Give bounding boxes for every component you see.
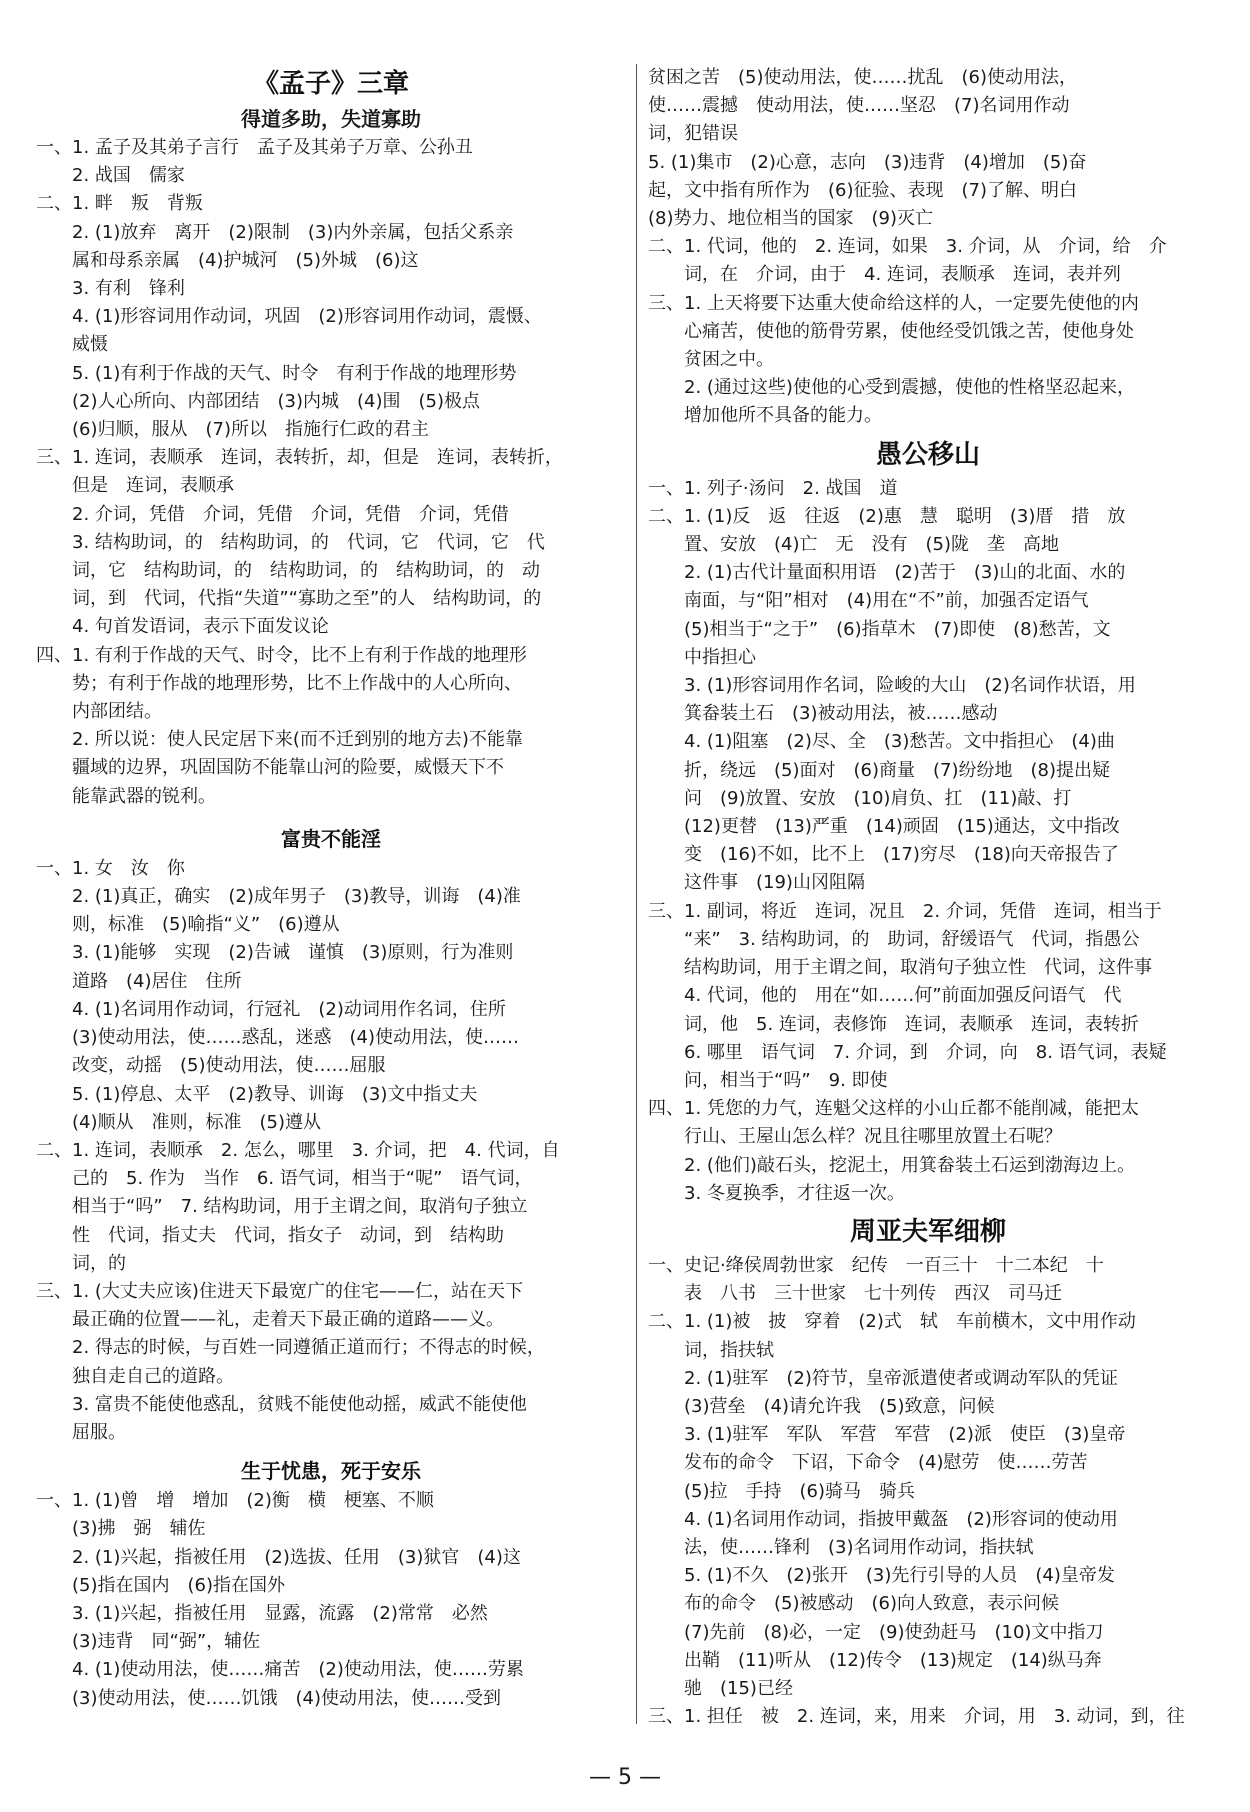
answer-line: 5. (1)有利于作战的天气、时令 有利于作战的地理形势 [36,362,517,384]
answer-line: 相当于“吗” 7. 结构助词，用于主谓之间，取消句子独立 [36,1196,528,1218]
answer-line: 2. (1)驻军 (2)符节，皇帝派遣使者或调动军队的凭证 [648,1367,1118,1389]
answer-line: 中指担心 [648,646,756,668]
answer-line: 置、安放 (4)亡 无 没有 (5)陇 垄 高地 [648,534,1059,556]
answer-line: 四、1. 凭您的力气，连魁父这样的小山丘都不能削减，能把太 [648,1098,1139,1120]
answer-line: 问，相当于“吗” 9. 即使 [648,1069,888,1091]
answer-line: 2. (1)古代计量面积用语 (2)苦于 (3)山的北面、水的 [648,562,1126,584]
answer-line: (5)相当于“之于” (6)指草木 (7)即使 (8)愁苦，文 [648,618,1111,640]
answer-line: 一、1. 列子·汤问 2. 战国 道 [648,477,898,499]
left-column [36,64,626,1713]
answer-line: 词，犯错误 [648,123,738,145]
answer-line: 属和母系亲属 (4)护城河 (5)外城 (6)这 [36,249,419,271]
answer-line: 法，使……锋利 (3)名词用作动词，指扶轼 [648,1536,1034,1558]
title-shengyu: 生于忧患，死于安乐 [241,1459,421,1484]
answer-line: 2. 介词，凭借 介词，凭借 介词，凭借 介词，凭借 [36,503,509,525]
answer-line: 结构助词，用于主谓之间，取消句子独立性 代词，这件事 [648,957,1152,979]
answer-line: 表 八书 三十世家 七十列传 西汉 司马迁 [648,1283,1062,1305]
answer-line: 则，标准 (5)喻指“义” (6)遵从 [36,914,340,936]
answer-line: 4. 句首发语词，表示下面发议论 [36,616,329,638]
answer-line: 三、1. 连词，表顺承 连词，表转折，却，但是 连词，表转折， [36,447,563,469]
title-zhouyafu: 周亚夫军细柳 [849,1216,1006,1247]
answer-line: 布的命令 (5)被感动 (6)向人致意，表示问候 [648,1593,1059,1615]
section-yugong-answers [648,475,1208,1208]
answer-line: 起，文中指有所作为 (6)征验、表现 (7)了解、明白 [648,179,1077,201]
answer-line: 2. 得志的时候，与百姓一同遵循正道而行；不得志的时候， [36,1337,545,1359]
answer-line: 2. 战国 儒家 [36,165,185,187]
answer-line: 但是 连词，表顺承 [36,475,234,497]
answer-line: 驰 (15)已经 [648,1677,793,1699]
answer-line: 这件事 (19)山冈阻隔 [648,872,865,894]
answer-line: 2. (他们)敲石头，挖泥土，用箕畚装土石运到渤海边上。 [648,1154,1135,1176]
answer-line: 使……震撼 使动用法，使……坚忍 (7)名词用作动 [648,95,1070,117]
answer-line: 3. (1)兴起，指被任用 显露，流露 (2)常常 必然 [36,1602,488,1624]
answer-line: 贫困之中。 [648,349,774,371]
answer-line: 2. (1)放弃 离开 (2)限制 (3)内外亲属，包括父系亲 [36,221,514,243]
answer-line: 3. (1)驻军 军队 军营 军营 (2)派 使臣 (3)皇帝 [648,1424,1126,1446]
column-divider [636,64,637,1724]
section-fugui-answers [36,855,626,1447]
answer-line: 4. (1)形容词用作动词，巩固 (2)形容词用作动词，震慑、 [36,306,542,328]
answer-line: 二、1. 连词，表顺承 2. 怎么，哪里 3. 介词，把 4. 代词，自 [36,1139,560,1161]
answer-line: (7)先前 (8)必，一定 (9)使劲赶马 (10)文中指刀 [648,1621,1104,1643]
answer-line: 箕畚装土石 (3)被动用法，被……感动 [648,703,998,725]
answer-line: 一、1. 女 汝 你 [36,857,185,879]
page-number: — 5 — [589,1765,661,1790]
answer-line: (3)违背 同“弼”，辅佐 [36,1631,261,1653]
answer-line: 南面，与“阳”相对 (4)用在“不”前，加强否定语气 [648,590,1089,612]
answer-line: 5. (1)停息、太平 (2)教导、训诲 (3)文中指丈夫 [36,1083,478,1105]
answer-line: 3. (1)能够 实现 (2)告诫 谨慎 (3)原则，行为准则 [36,942,514,964]
answer-line: 增加他所不具备的能力。 [648,405,882,427]
answer-line: 二、1. (1)反 返 往返 (2)惠 慧 聪明 (3)厝 措 放 [648,505,1126,527]
right-column [648,64,1208,1731]
answer-line: 内部团结。 [36,701,162,723]
answer-line: (6)归顺，服从 (7)所以 指施行仁政的君主 [36,419,429,441]
answer-line: 势；有利于作战的地理形势，比不上作战中的人心所向、 [36,672,522,694]
answer-line: 威慑 [36,334,108,356]
answer-line: (3)拂 弼 辅佐 [36,1518,206,1540]
answer-line: 2. (通过这些)使他的心受到震撼，使他的性格坚忍起来， [648,377,1135,399]
answer-line: (12)更替 (13)严重 (14)顽固 (15)通达，文中指改 [648,816,1120,838]
answer-line: 行山、王屋山怎么样？况且往哪里放置土石呢？ [648,1126,1062,1148]
answer-line: 词，到 代词，代指“失道”“寡助之至”的人 结构助词，的 [36,588,542,610]
title-fugui: 富贵不能淫 [281,826,381,851]
subtitle-dedao: 得道多助，失道寡助 [241,107,421,131]
answer-line: 4. (1)名词用作动词，行冠礼 (2)动词用作名词，住所 [36,998,506,1020]
answer-line: 一、1. (1)曾 增 增加 (2)衡 横 梗塞、不顺 [36,1490,434,1512]
answer-line: 问 (9)放置、安放 (10)肩负、扛 (11)敲、打 [648,787,1072,809]
answer-line: 屈服。 [36,1421,126,1443]
answer-line: 5. (1)集市 (2)心意，志向 (3)违背 (4)增加 (5)奋 [648,151,1087,173]
answer-line: 三、1. 副词，将近 连词，况且 2. 介词，凭借 连词，相当于 [648,900,1162,922]
answer-line: 四、1. 有利于作战的天气、时令，比不上有利于作战的地理形 [36,644,527,666]
answer-line: 能靠武器的锐利。 [36,785,216,807]
answer-line: 一、史记·绛侯周勃世家 纪传 一百三十 十二本纪 十 [648,1254,1104,1276]
answer-line: 词，他 5. 连词，表修饰 连词，表顺承 连词，表转折 [648,1013,1139,1035]
answer-line: 4. (1)阻塞 (2)尽、全 (3)愁苦。文中指担心 (4)曲 [648,731,1115,753]
answer-line: 3. 结构助词，的 结构助词，的 代词，它 代词，它 代 [36,531,545,553]
answer-line: 词，的 [36,1252,126,1274]
answer-line: (3)使动用法，使……惑乱，迷惑 (4)使动用法，使…… [36,1027,519,1049]
answer-line: 三、1. 担任 被 2. 连词，来，用来 介词，用 3. 动词，到，往 [648,1706,1185,1728]
answer-line: 3. 冬夏换季，才往返一次。 [648,1182,905,1204]
answer-line: 心痛苦，使他的筋骨劳累，使他经受饥饿之苦，使他身处 [648,320,1134,342]
section-dedao-answers [36,134,626,811]
title-yugong: 愚公移山 [875,439,980,470]
answer-line: 3. 富贵不能使他惑乱，贫贱不能使他动摇，威武不能使他 [36,1393,527,1415]
answer-line: 三、1. (大丈夫应该)住进天下最宽广的住宅——仁，站在天下 [36,1280,523,1302]
answer-line: 一、1. 孟子及其弟子言行 孟子及其弟子万章、公孙丑 [36,137,473,158]
answer-line: 贫困之苦 (5)使动用法，使……扰乱 (6)使动用法， [648,67,1077,88]
answer-line: 2. 所以说：使人民定居下来(而不迁到别的地方去)不能靠 [36,729,523,751]
answer-line: 发布的命令 下诏，下命令 (4)慰劳 使……劳苦 [648,1452,1088,1474]
answer-line: (2)人心所向、内部团结 (3)内城 (4)围 (5)极点 [36,390,480,412]
answer-line: 3. (1)形容词用作名词，险峻的大山 (2)名词作状语，用 [648,675,1136,697]
answer-line: 折，绕远 (5)面对 (6)商量 (7)纷纷地 (8)提出疑 [648,759,1110,781]
title-mengzi-three: 《孟子》三章 [252,69,409,99]
answer-line: 疆域的边界，巩固国防不能靠山河的险要，威慑天下不 [36,757,504,779]
answer-line: 词，在 介词，由于 4. 连词，表顺承 连词，表并列 [648,264,1121,286]
section-shengyu-answers [36,1487,626,1713]
answer-line: 4. 代词，他的 用在“如……何”前面加强反问语气 代 [648,985,1122,1007]
answer-line: (4)顺从 准则，标准 (5)遵从 [36,1111,321,1133]
answer-line: (5)拉 手持 (6)骑马 骑兵 [648,1480,915,1502]
answer-line: 道路 (4)居住 住所 [36,970,242,992]
section-shengyu-answers-cont [648,64,1208,431]
answer-line: 三、1. 上天将要下达重大使命给这样的人，一定要先使他的内 [648,292,1139,314]
answer-line: 词，它 结构助词，的 结构助词，的 结构助词，的 动 [36,560,540,582]
answer-line: 变 (16)不如，比不上 (17)穷尽 (18)向天帝报告了 [648,844,1119,866]
answer-line: (8)势力、地位相当的国家 (9)灭亡 [648,208,933,230]
answer-line: 独自走自己的道路。 [36,1365,234,1387]
answer-line: 4. (1)使动用法，使……痛苦 (2)使动用法，使……劳累 [36,1659,524,1681]
answer-line: 二、1. (1)被 披 穿着 (2)式 轼 车前横木，文中用作动 [648,1311,1136,1333]
answer-line: 2. (1)兴起，指被任用 (2)选拔、任用 (3)狱官 (4)这 [36,1546,521,1568]
answer-line: “来” 3. 结构助词，的 助词，舒缓语气 代词，指愚公 [648,928,1140,950]
answer-line: 出鞘 (11)听从 (12)传令 (13)规定 (14)纵马奔 [648,1649,1102,1671]
answer-line: (3)营垒 (4)请允许我 (5)致意，问候 [648,1395,995,1417]
answer-line: 3. 有利 锋利 [36,278,185,300]
answer-line: 4. (1)名词用作动词，指披甲戴盔 (2)形容词的使动用 [648,1508,1118,1530]
answer-line: (3)使动用法，使……饥饿 (4)使动用法，使……受到 [36,1687,501,1709]
answer-line: 最正确的位置——礼，走着天下最正确的道路——义。 [36,1309,504,1331]
answer-line: (5)指在国内 (6)指在国外 [36,1574,285,1596]
answer-line: 2. (1)真正，确实 (2)成年男子 (3)教导，训诲 (4)准 [36,886,521,908]
answer-line: 词，指扶轼 [648,1339,774,1361]
answer-line: 性 代词，指丈夫 代词，指女子 动词，到 结构助 [36,1224,504,1246]
answer-line: 己的 5. 作为 当作 6. 语气词，相当于“呢” 语气词， [36,1168,533,1190]
section-zhouyafu-answers [648,1252,1208,1731]
answer-line: 6. 哪里 语气词 7. 介词，到 介词，向 8. 语气词，表疑 [648,1041,1167,1063]
answer-line: 改变，动摇 (5)使动用法，使……屈服 [36,1055,386,1077]
answer-line: 二、1. 代词，他的 2. 连词，如果 3. 介词，从 介词，给 介 [648,236,1167,258]
answer-line: 5. (1)不久 (2)张开 (3)先行引导的人员 (4)皇帝发 [648,1565,1115,1587]
answer-line: 二、1. 畔 叛 背叛 [36,193,203,215]
